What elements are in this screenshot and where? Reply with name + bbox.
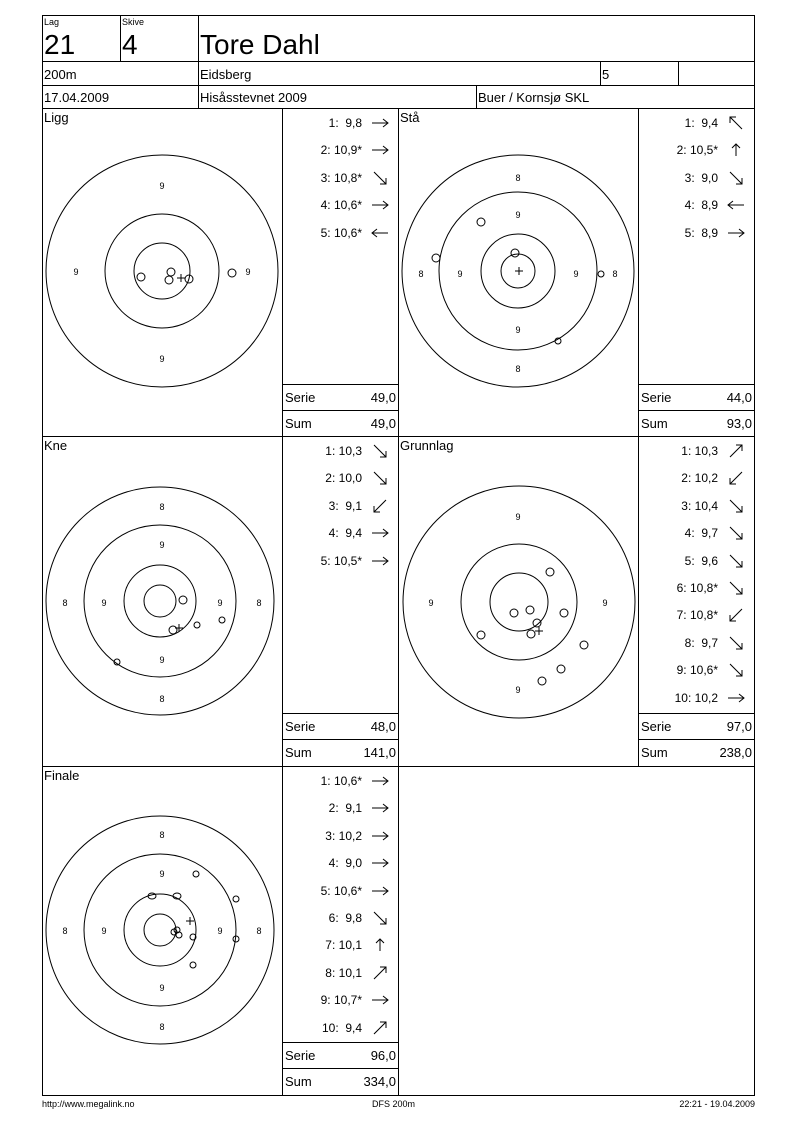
shot-hole — [219, 617, 225, 623]
kne-title: Kne — [44, 438, 68, 453]
ring-label-9-right: 9 — [602, 598, 608, 608]
ligg-title: Ligg — [44, 110, 69, 125]
arrow-down-right-icon — [370, 471, 390, 485]
shot-score: 3: 9,0 — [684, 170, 718, 185]
arrow-down-right-icon — [726, 663, 746, 677]
place-cell — [198, 61, 601, 86]
shot-hole — [179, 596, 187, 604]
shot-row — [283, 771, 398, 791]
arrow-up-icon — [726, 143, 746, 157]
arrow-right-icon — [370, 801, 390, 815]
grunnlag-sum-row — [639, 739, 754, 766]
ring-label-9-right: 9 — [245, 267, 251, 277]
grunnlag-target-panel — [398, 436, 639, 767]
shot-hole — [190, 962, 196, 968]
shot-hole — [169, 626, 177, 634]
lag-cell — [42, 15, 121, 62]
finale-sum-row — [283, 1068, 398, 1095]
sum-label: Sum — [285, 416, 312, 431]
shot-score: 8: 10,1 — [325, 965, 362, 980]
arrow-right-icon — [726, 691, 746, 705]
shot-hole — [538, 677, 546, 685]
shot-score: 1: 10,3 — [681, 444, 718, 458]
serie-value: 49,0 — [370, 390, 396, 405]
shot-row — [283, 963, 398, 983]
kne-target-panel — [42, 436, 283, 767]
shot-row — [639, 140, 754, 160]
shot-row — [283, 468, 398, 488]
serie-label: Serie — [641, 390, 672, 405]
shot-hole — [533, 619, 541, 627]
shot-score: 1: 10,3 — [325, 444, 362, 458]
ring-label-8-left: 8 — [62, 926, 68, 936]
ring-8 — [46, 487, 274, 715]
arrow-right-icon — [726, 226, 746, 240]
shot-hole — [511, 249, 519, 257]
shot-row — [639, 195, 754, 215]
shot-score: 1: 9,8 — [328, 116, 362, 130]
event-value: Hisåsstevnet 2009 — [200, 90, 307, 105]
finale-target-panel — [42, 766, 283, 1096]
ring-label-8-left: 8 — [418, 269, 424, 279]
arrow-down-left-icon — [726, 471, 746, 485]
shot-hole — [165, 276, 173, 284]
serie-label: Serie — [285, 719, 316, 734]
arrow-right-icon — [370, 774, 390, 788]
grunnlag-title: Grunnlag — [400, 438, 454, 453]
shot-row — [283, 853, 398, 873]
shot-hole — [233, 896, 239, 902]
grunnlag-target — [399, 437, 638, 766]
grunnlag-shots-panel — [638, 436, 755, 767]
blank-panel — [398, 766, 755, 1096]
date-value: 17.04.2009 — [44, 90, 110, 105]
skive-value: 4 — [122, 29, 138, 60]
shot-score: 5: 10,5* — [320, 553, 362, 568]
sta-sum-row — [639, 410, 754, 437]
shot-score: 10: 9,4 — [321, 1020, 362, 1035]
ring-label-8-top: 8 — [515, 173, 521, 183]
place-value: Eidsberg — [200, 67, 252, 82]
ligg-shots-panel — [282, 108, 399, 437]
ring-label-9-top: 9 — [159, 869, 165, 879]
shot-score: 5: 8,9 — [684, 225, 718, 240]
ring-label-9-bottom: 9 — [159, 655, 165, 665]
sum-value: 334,0 — [363, 1074, 396, 1089]
shot-row — [283, 935, 398, 955]
shot-score: 4: 10,6* — [320, 198, 362, 213]
sum-label: Sum — [641, 416, 668, 431]
shot-row — [283, 441, 398, 461]
sta-title: Stå — [400, 110, 420, 125]
sum-value: 93,0 — [726, 416, 752, 431]
shot-hole — [580, 641, 588, 649]
ring-label-8-top: 8 — [159, 830, 165, 840]
shot-row — [283, 168, 398, 188]
shot-row — [283, 1018, 398, 1038]
ring-label-8-bottom: 8 — [515, 364, 521, 374]
ring-label-9-top: 9 — [159, 181, 165, 191]
ring-label-8-bottom: 8 — [159, 694, 165, 704]
shot-hole — [557, 665, 565, 673]
center-mark — [175, 624, 183, 632]
name-cell — [198, 15, 755, 62]
serie-value: 96,0 — [370, 1048, 396, 1063]
ring-10 — [124, 894, 196, 966]
sum-label: Sum — [285, 745, 312, 760]
arrow-right-icon — [370, 526, 390, 540]
shot-hole — [560, 609, 568, 617]
shot-hole — [228, 269, 236, 277]
club-value: Buer / Kornsjø SKL — [478, 90, 590, 105]
arrow-right-icon — [370, 993, 390, 1007]
shot-row — [283, 551, 398, 571]
shot-row — [283, 523, 398, 543]
shot-score: 5: 10,6* — [320, 225, 362, 240]
shot-row — [639, 496, 754, 516]
ring-label-9-left: 9 — [457, 269, 463, 279]
number-cell — [600, 61, 679, 86]
shot-row — [639, 688, 754, 708]
finale-target — [43, 767, 282, 1095]
sta-target-panel — [398, 108, 639, 437]
kne-sum-row — [283, 739, 398, 766]
shot-score: 8: 9,7 — [684, 635, 718, 650]
shot-row — [283, 798, 398, 818]
club-cell — [476, 85, 755, 109]
sum-label: Sum — [641, 745, 668, 760]
arrow-down-left-icon — [726, 608, 746, 622]
shot-row — [639, 551, 754, 571]
shot-row — [639, 468, 754, 488]
shot-score: 2: 10,5* — [676, 143, 718, 158]
shot-row — [283, 496, 398, 516]
lag-value: 21 — [44, 29, 76, 60]
sta-target — [399, 109, 638, 436]
ring-label-9-left: 9 — [101, 926, 107, 936]
ring-inner — [490, 573, 548, 631]
arrow-right-icon — [370, 829, 390, 843]
shooter-name: Tore Dahl — [200, 29, 320, 60]
lag-label: Lag — [44, 17, 60, 27]
serie-label: Serie — [285, 390, 316, 405]
arrow-left-icon — [370, 226, 390, 240]
ring-middle — [105, 214, 219, 328]
ligg-serie-row — [283, 384, 398, 411]
shot-hole — [193, 871, 199, 877]
shot-score: 4: 9,4 — [328, 526, 362, 541]
arrow-up-right-icon — [370, 966, 390, 980]
shot-row — [639, 113, 754, 133]
ring-label-9-top: 9 — [515, 210, 521, 220]
arrow-down-right-icon — [370, 911, 390, 925]
shot-score: 4: 9,0 — [328, 856, 362, 871]
skive-label: Skive — [122, 17, 145, 27]
shot-row — [639, 523, 754, 543]
date-cell — [42, 85, 199, 109]
ring-label-9-bottom: 9 — [159, 354, 165, 364]
ring-label-9-top: 9 — [159, 540, 165, 550]
shot-score: 3: 10,8* — [320, 170, 362, 185]
grunnlag-serie-row — [639, 713, 754, 740]
ring-label-9-left: 9 — [428, 598, 434, 608]
center-mark — [177, 274, 185, 282]
ring-label-9-right: 9 — [573, 269, 579, 279]
arrow-left-icon — [726, 198, 746, 212]
shot-score: 7: 10,8* — [676, 608, 718, 623]
ring-10 — [124, 565, 196, 637]
shot-row — [283, 826, 398, 846]
distance-value: 200m — [44, 67, 77, 82]
ring-10 — [461, 544, 577, 660]
shot-score: 2: 10,2 — [681, 471, 718, 486]
ring-label-9-left: 9 — [101, 598, 107, 608]
shot-score: 3: 9,1 — [328, 498, 362, 513]
shot-row — [283, 140, 398, 160]
ring-label-9-bottom: 9 — [515, 325, 521, 335]
arrow-up-right-icon — [370, 1021, 390, 1035]
arrow-right-icon — [370, 116, 390, 130]
shot-score: 2: 9,1 — [328, 801, 362, 816]
ring-label-9-right: 9 — [217, 926, 223, 936]
shot-score: 1: 10,6* — [320, 774, 362, 788]
skive-cell — [120, 15, 199, 62]
shot-hole — [194, 622, 200, 628]
shot-score: 7: 10,1 — [325, 938, 362, 953]
ring-label-9-top: 9 — [515, 512, 521, 522]
sta-shots-panel — [638, 108, 755, 437]
ring-label-8-right: 8 — [612, 269, 618, 279]
shot-row — [283, 223, 398, 243]
ring-label-9-left: 9 — [73, 267, 79, 277]
shot-row — [283, 908, 398, 928]
sum-value: 238,0 — [719, 745, 752, 760]
ligg-target-panel — [42, 108, 283, 437]
shot-hole — [598, 271, 604, 277]
shot-score: 5: 9,6 — [684, 553, 718, 568]
shot-row — [639, 168, 754, 188]
shot-row — [283, 195, 398, 215]
serie-label: Serie — [641, 719, 672, 734]
number-value: 5 — [602, 67, 610, 82]
finale-shots-panel — [282, 766, 399, 1096]
arrow-up-right-icon — [726, 444, 746, 458]
shot-row — [283, 113, 398, 133]
arrow-up-icon — [370, 938, 390, 952]
arrow-right-icon — [370, 143, 390, 157]
shot-hole — [546, 568, 554, 576]
shot-row — [639, 660, 754, 680]
center-mark — [186, 917, 194, 925]
shot-hole — [137, 273, 145, 281]
shot-score: 4: 9,7 — [684, 526, 718, 541]
footer-timestamp: 22:21 - 19.04.2009 — [679, 1099, 755, 1109]
arrow-down-right-icon — [370, 444, 390, 458]
ring-inner — [144, 585, 176, 617]
serie-value: 44,0 — [726, 390, 752, 405]
arrow-down-right-icon — [726, 171, 746, 185]
ring-label-8-top: 8 — [159, 502, 165, 512]
arrow-up-left-icon — [726, 116, 746, 130]
footer-url: http://www.megalink.no — [42, 1099, 135, 1109]
shot-score: 4: 8,9 — [684, 198, 718, 213]
ligg-sum-row — [283, 410, 398, 437]
footer-center: DFS 200m — [372, 1099, 416, 1109]
sum-value: 49,0 — [370, 416, 396, 431]
shot-row — [639, 223, 754, 243]
shot-hole — [510, 609, 518, 617]
shot-score: 2: 10,0 — [325, 471, 362, 486]
ring-label-9-bottom: 9 — [159, 983, 165, 993]
shot-score: 6: 9,8 — [328, 911, 362, 925]
arrow-down-right-icon — [726, 554, 746, 568]
shot-score: 6: 10,8* — [676, 581, 718, 595]
shot-hole — [432, 254, 440, 262]
center-mark — [515, 267, 523, 275]
sum-label: Sum — [285, 1074, 312, 1089]
arrow-right-icon — [370, 198, 390, 212]
ring-8 — [46, 816, 274, 1044]
arrow-right-icon — [370, 884, 390, 898]
shot-row — [283, 990, 398, 1010]
shot-hole — [477, 631, 485, 639]
shot-hole — [477, 218, 485, 226]
finale-title: Finale — [44, 768, 80, 783]
arrow-down-right-icon — [726, 526, 746, 540]
sum-value: 141,0 — [363, 745, 396, 760]
shot-row — [639, 605, 754, 625]
kne-target — [43, 437, 282, 766]
center-mark — [535, 627, 543, 635]
ring-label-8-bottom: 8 — [159, 1022, 165, 1032]
arrow-down-right-icon — [726, 636, 746, 650]
kne-shots-panel — [282, 436, 399, 767]
shot-row — [639, 633, 754, 653]
arrow-down-left-icon — [370, 499, 390, 513]
shot-score: 9: 10,6* — [676, 663, 718, 678]
shot-score: 9: 10,7* — [320, 993, 362, 1008]
arrow-down-right-icon — [370, 171, 390, 185]
empty-cell — [678, 61, 755, 86]
serie-label: Serie — [285, 1048, 316, 1063]
kne-serie-row — [283, 713, 398, 740]
ligg-target — [43, 109, 282, 436]
shot-score: 3: 10,2 — [325, 828, 362, 843]
shot-score: 1: 9,4 — [684, 116, 718, 130]
shot-score: 5: 10,6* — [320, 883, 362, 898]
serie-value: 97,0 — [726, 719, 752, 734]
ring-label-8-right: 8 — [256, 598, 262, 608]
event-cell — [198, 85, 477, 109]
arrow-down-right-icon — [726, 581, 746, 595]
shot-row — [283, 881, 398, 901]
shot-hole — [527, 630, 535, 638]
shot-score: 10: 10,2 — [674, 690, 718, 705]
shot-score: 2: 10,9* — [320, 143, 362, 158]
arrow-down-right-icon — [726, 499, 746, 513]
serie-value: 48,0 — [370, 719, 396, 734]
shot-hole — [167, 268, 175, 276]
arrow-right-icon — [370, 554, 390, 568]
shot-row — [639, 441, 754, 461]
distance-cell — [42, 61, 199, 86]
shot-row — [639, 578, 754, 598]
ring-inner — [134, 243, 190, 299]
sta-serie-row — [639, 384, 754, 411]
ring-label-8-left: 8 — [62, 598, 68, 608]
shot-score: 3: 10,4 — [681, 498, 718, 513]
finale-serie-row — [283, 1042, 398, 1069]
ring-label-9-right: 9 — [217, 598, 223, 608]
shot-hole — [526, 606, 534, 614]
arrow-right-icon — [370, 856, 390, 870]
ring-label-9-bottom: 9 — [515, 685, 521, 695]
ring-label-8-right: 8 — [256, 926, 262, 936]
